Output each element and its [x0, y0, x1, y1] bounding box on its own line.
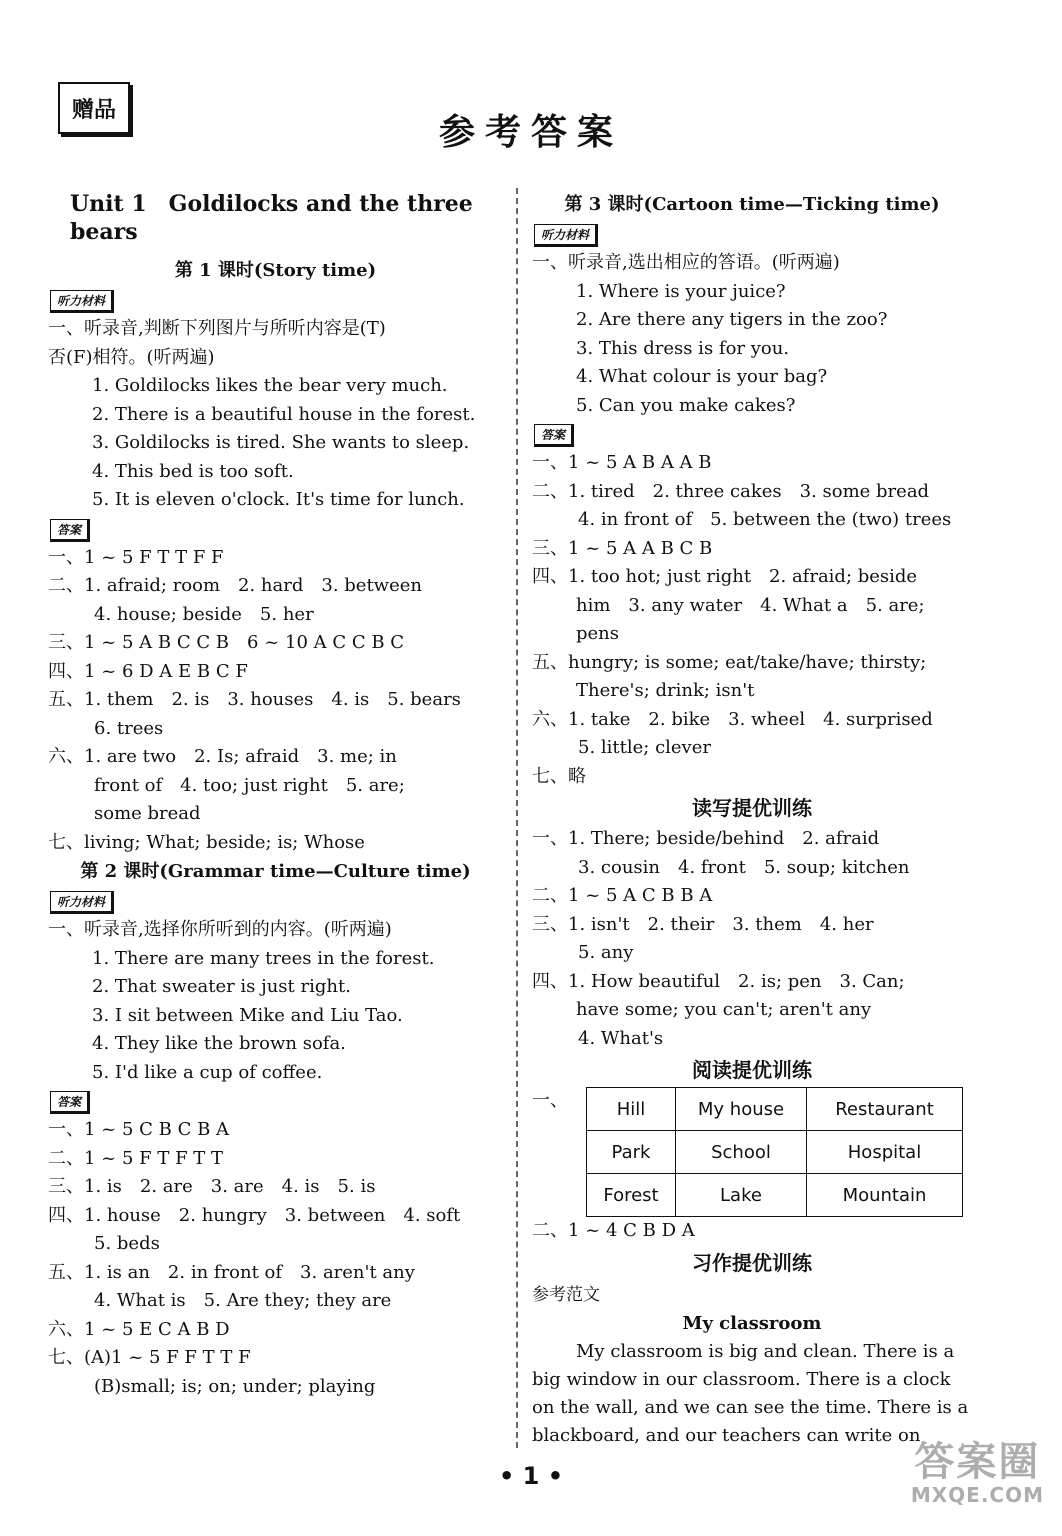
- watermark-url: MXQE.COM: [910, 1483, 1044, 1507]
- answer-line: 三、1. isn't 2. their 3. them 4. her: [532, 913, 874, 935]
- answer-line: 三、1. is 2. are 3. are 4. is 5. is: [48, 1176, 376, 1197]
- gift-badge: 赠品: [58, 82, 130, 134]
- list-item: 3. Goldilocks is tired. She wants to sleep.: [92, 432, 470, 453]
- answer-line: 二、1 ~ 5 A C B B A: [532, 885, 713, 906]
- answer-line: 二、1. afraid; room 2. hard 3. between: [48, 575, 422, 596]
- answer-line: some bread: [94, 803, 201, 824]
- table-cell: School: [676, 1131, 807, 1174]
- table-cell: Mountain: [807, 1174, 963, 1217]
- answer-line: 5. any: [578, 942, 634, 963]
- reading-title: 阅读提优训练: [692, 1058, 812, 1082]
- writing-title: 习作提优训练: [692, 1250, 812, 1275]
- list-item: 4. They like the brown sofa.: [92, 1033, 346, 1054]
- left-column: [48, 190, 503, 1401]
- right-column: [532, 190, 972, 1450]
- answer-line: front of 4. too; just right 5. are;: [94, 774, 405, 796]
- answer-line: 二、1 ~ 4 C B D A: [532, 1220, 695, 1241]
- answer-tag: 答案: [50, 1091, 90, 1114]
- listening-material-tag: 听力材料: [50, 290, 114, 313]
- answer-line: 四、1 ~ 6 D A E B C F: [48, 660, 248, 682]
- list-item: 3. I sit between Mike and Liu Tao.: [92, 1004, 403, 1026]
- list-item: 2. That sweater is just right.: [92, 976, 351, 997]
- answer-tag: 答案: [50, 519, 90, 542]
- table-row: [587, 1131, 963, 1174]
- answer-line: 3. cousin 4. front 5. soup; kitchen: [578, 856, 910, 878]
- answer-line: 五、hungry; is some; eat/take/have; thirsty;: [532, 651, 927, 673]
- table-cell: Restaurant: [807, 1088, 963, 1131]
- unit-title: Unit 1 Goldilocks and the three bears: [70, 191, 473, 245]
- answer-line: 五、1. is an 2. in front of 3. aren't any: [48, 1261, 415, 1283]
- list-item: 1. Goldilocks likes the bear very much.: [92, 375, 448, 396]
- table-cell: Park: [587, 1131, 676, 1174]
- table-cell: Lake: [676, 1174, 807, 1217]
- answer-line: 二、1. tired 2. three cakes 3. some bread: [532, 480, 930, 502]
- listening-material-tag: 听力材料: [534, 224, 598, 247]
- answer-line: 六、1. are two 2. Is; afraid 3. me; in: [48, 746, 397, 767]
- answer-line: 三、1 ~ 5 A A B C B: [532, 537, 713, 559]
- reading-q1: 一、 Hill My house Restaurant Park School Hospital Forest Lake Mountain: [532, 1087, 972, 1217]
- table-row: [587, 1088, 963, 1131]
- table-cell: Forest: [587, 1174, 676, 1217]
- places-table: [586, 1087, 963, 1217]
- model-essay-label: 参考范文: [532, 1284, 600, 1305]
- answer-line: 四、1. house 2. hungry 3. between 4. soft: [48, 1204, 461, 1226]
- answer-line: 七、living; What; beside; is; Whose: [48, 831, 365, 853]
- answer-line: There's; drink; isn't: [576, 680, 755, 701]
- list-item: 4. This bed is too soft.: [92, 460, 294, 482]
- answer-tag: 答案: [534, 424, 574, 447]
- answer-line: 四、1. too hot; just right 2. afraid; beside: [532, 566, 918, 587]
- answer-line: 一、1 ~ 5 C B C B A: [48, 1119, 230, 1140]
- answer-line: have some; you can't; aren't any: [576, 999, 872, 1020]
- answer-line: 七、略: [532, 765, 586, 787]
- answer-line: (B)small; is; on; under; playing: [94, 1375, 376, 1397]
- answer-line: 4. house; beside 5. her: [94, 603, 314, 625]
- list-item: 5. I'd like a cup of coffee.: [92, 1061, 323, 1083]
- answer-line: 4. in front of 5. between the (two) trees: [578, 509, 952, 530]
- watermark-text: 答案圈: [914, 1439, 1041, 1485]
- essay-title: My classroom: [682, 1312, 822, 1334]
- table-cell: Hill: [587, 1088, 676, 1131]
- table-cell: My house: [676, 1088, 807, 1131]
- page-title: 参考答案: [438, 112, 623, 153]
- question-heading: 否(F)相符。(听两遍): [48, 346, 215, 368]
- table-row: [587, 1174, 963, 1217]
- list-item: 3. This dress is for you.: [576, 337, 790, 359]
- answer-line: 5. beds: [94, 1233, 160, 1254]
- answer-line: 七、(A)1 ~ 5 F F T T F: [48, 1347, 251, 1368]
- answer-line: 一、1 ~ 5 F T T F F: [48, 546, 224, 568]
- answer-line: 一、1 ~ 5 A B A A B: [532, 452, 712, 473]
- answer-line: 6. trees: [94, 717, 164, 739]
- answer-line: 六、1. take 2. bike 3. wheel 4. surprised: [532, 708, 933, 730]
- list-item: 5. Can you make cakes?: [576, 394, 796, 416]
- lesson3-title: 第 3 课时(Cartoon time—Ticking time): [564, 194, 940, 215]
- question-heading: 一、听录音,选择你所听到的内容。(听两遍): [48, 919, 392, 940]
- list-item: 4. What colour is your bag?: [576, 366, 828, 387]
- answer-line: 二、1 ~ 5 F T F T T: [48, 1147, 224, 1169]
- question-heading: 一、听录音,选出相应的答语。(听两遍): [532, 252, 840, 273]
- list-item: 1. There are many trees in the forest.: [92, 947, 435, 969]
- question-heading: 一、听录音,判断下列图片与所听内容是(T): [48, 318, 386, 339]
- answer-line: 一、1. There; beside/behind 2. afraid: [532, 828, 880, 849]
- column-divider: [516, 188, 518, 1448]
- answer-line: 五、1. them 2. is 3. houses 4. is 5. bears: [48, 689, 461, 710]
- answer-line: 六、1 ~ 5 E C A B D: [48, 1318, 230, 1340]
- list-item: 2. Are there any tigers in the zoo?: [576, 309, 888, 330]
- list-item: 5. It is eleven o'clock. It's time for lunch.: [92, 489, 465, 510]
- answer-line: 4. What is 5. Are they; they are: [94, 1290, 392, 1311]
- list-item: 1. Where is your juice?: [576, 280, 786, 302]
- listening-material-tag: 听力材料: [50, 891, 114, 914]
- table-cell: Hospital: [807, 1131, 963, 1174]
- essay-text: My classroom is big and clean. There is a big window in our classroom. There is a clock on the wall, and we can see the time. There is a blackboard, and our teachers can write on: [532, 1340, 969, 1446]
- answer-line: 四、1. How beautiful 2. is; pen 3. Can;: [532, 970, 905, 992]
- answer-line: 三、1 ~ 5 A B C C B 6 ~ 10 A C C B C: [48, 632, 405, 653]
- watermark-logo: [911, 1440, 1044, 1506]
- lesson2-title: 第 2 课时(Grammar time—Culture time): [80, 861, 471, 882]
- answer-line: 5. little; clever: [578, 737, 711, 758]
- list-item: 2. There is a beautiful house in the forest.: [92, 403, 476, 425]
- answer-line: him 3. any water 4. What a 5. are;: [576, 594, 925, 616]
- reading-writing-title: 读写提优训练: [692, 796, 812, 820]
- answer-line: 4. What's: [578, 1027, 664, 1049]
- lesson1-title: 第 1 课时(Story time): [174, 260, 377, 281]
- page-number: • 1 •: [498, 1462, 564, 1490]
- answer-line: pens: [576, 623, 620, 644]
